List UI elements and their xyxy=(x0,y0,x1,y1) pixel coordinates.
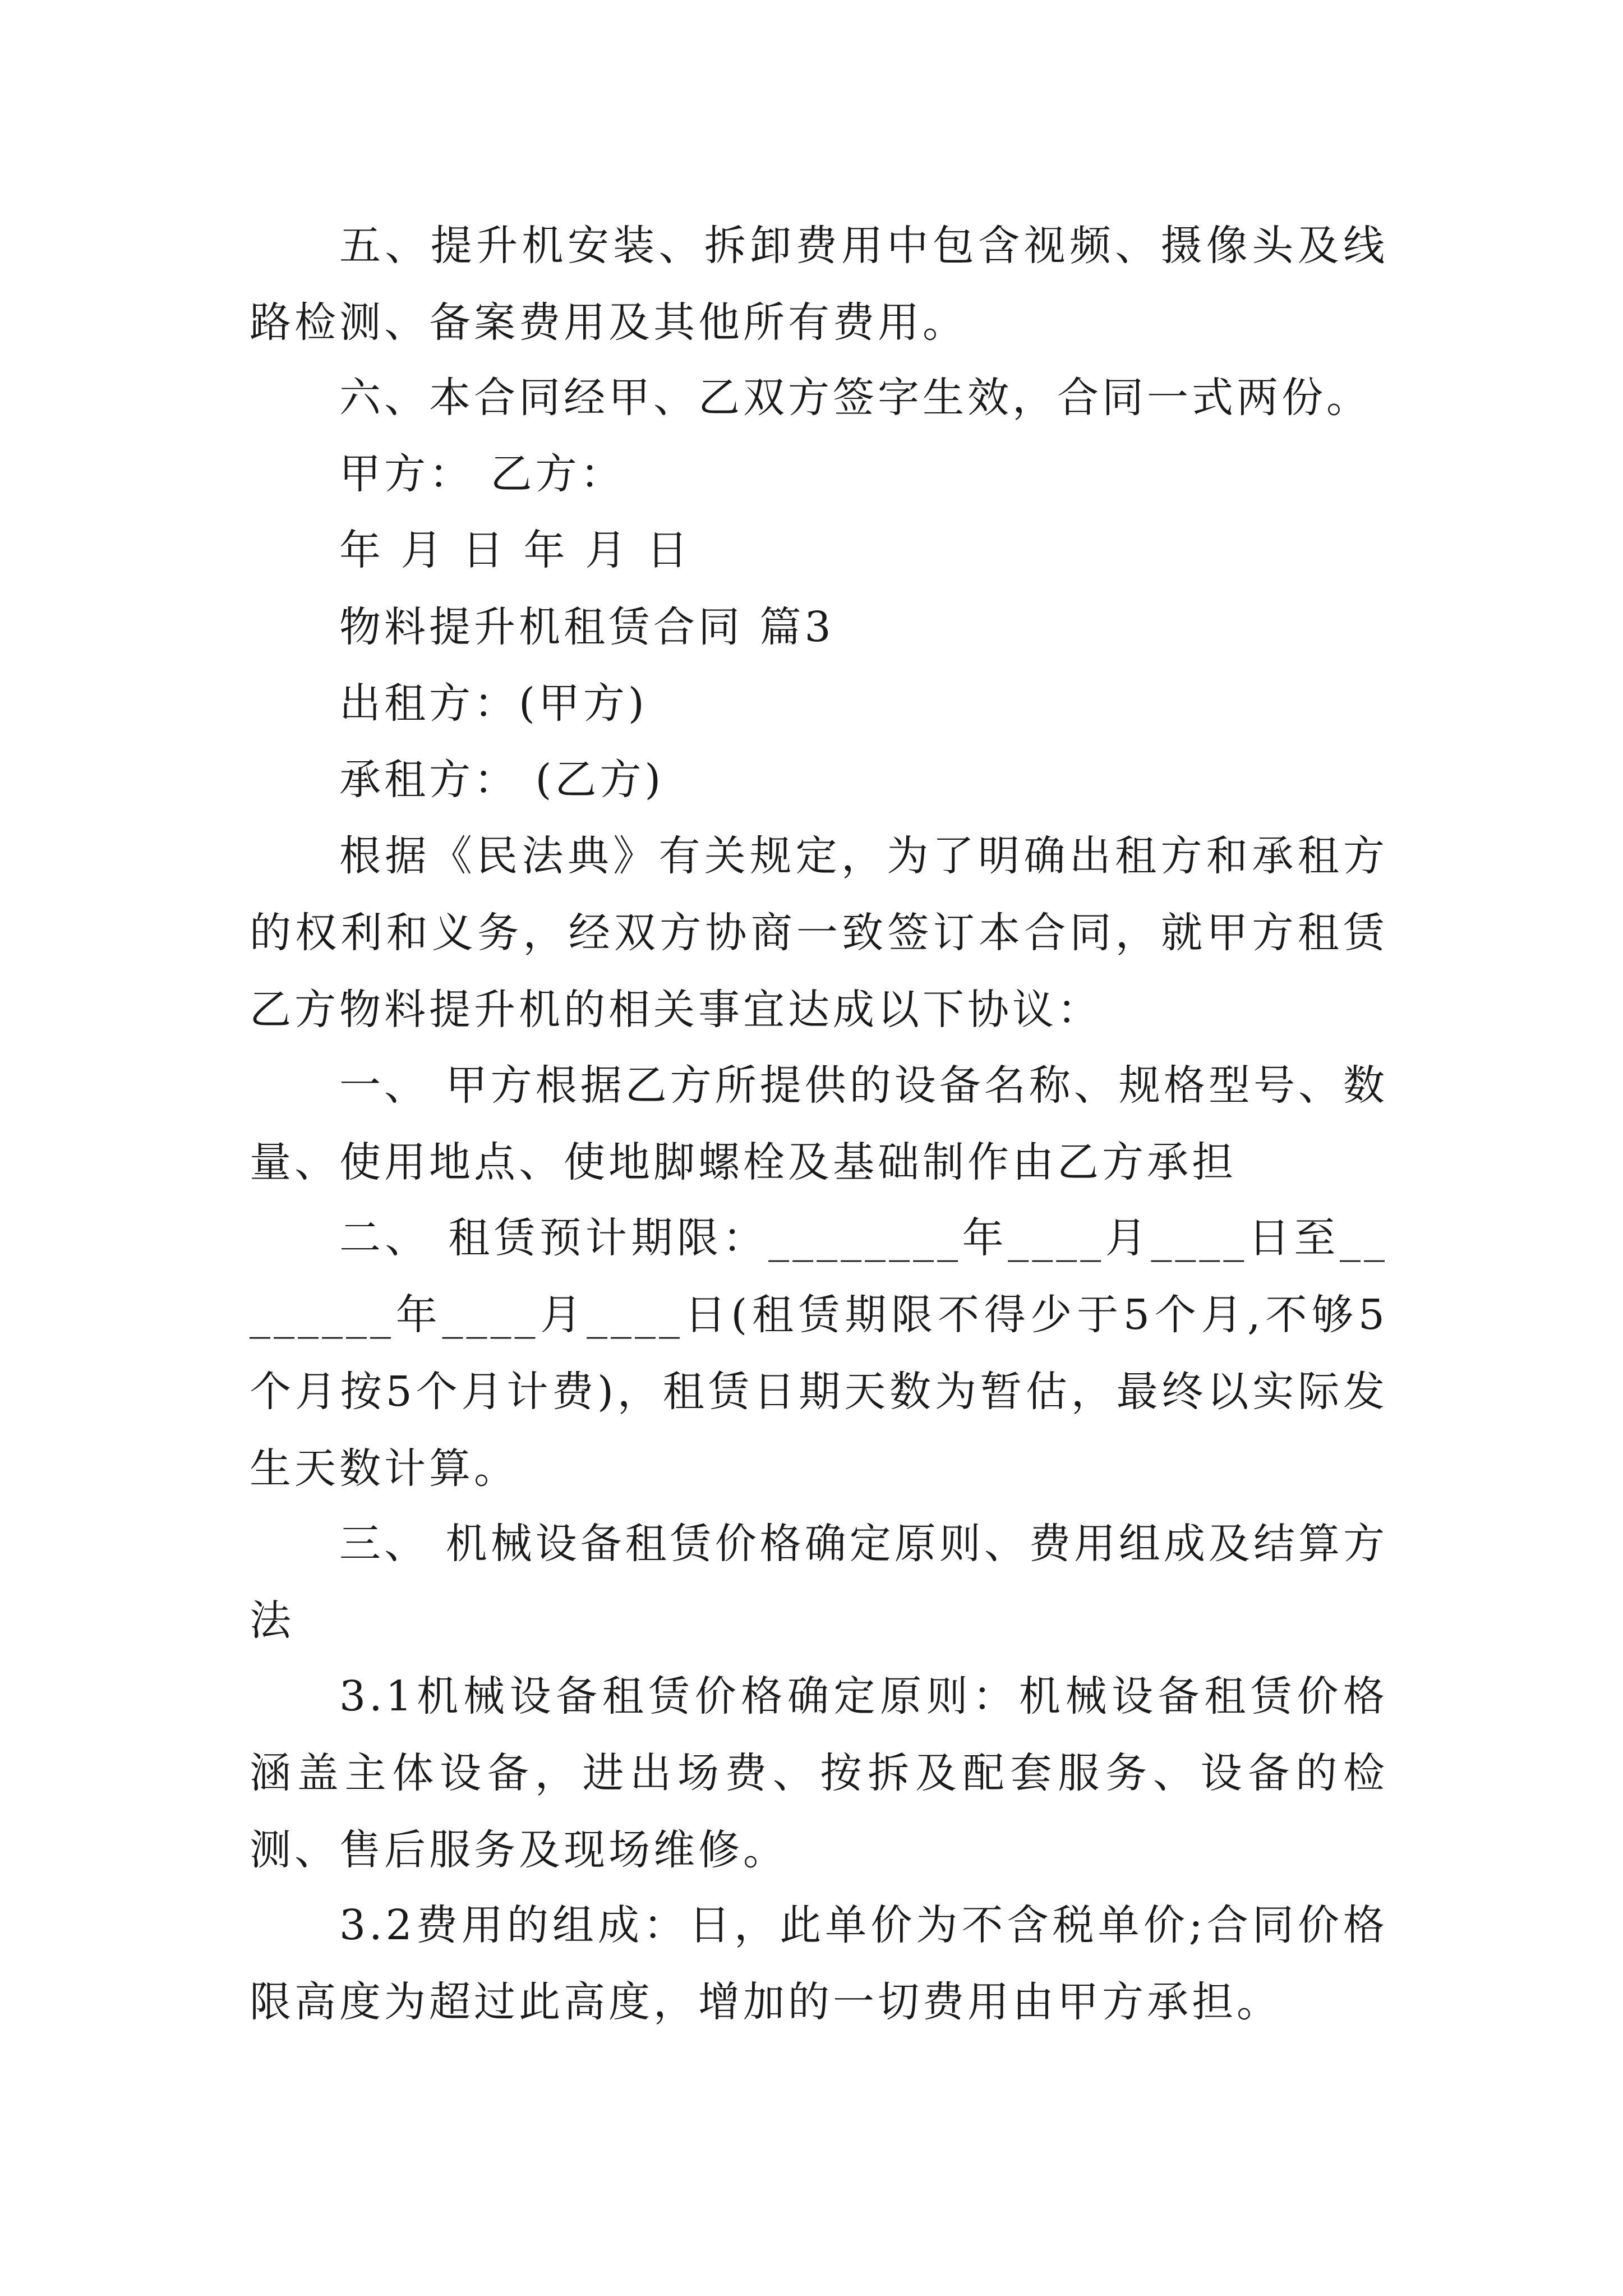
paragraph-clause-3-2: 3.2费用的组成：日，此单价为不含税单价;合同价格限高度为超过此高度，增加的一切费用由甲方承担。 xyxy=(250,1901,1388,2026)
paragraph-lessor: 出租方：(甲方) xyxy=(339,679,648,728)
paragraph-installation-fees: 五、提升机安装、拆卸费用中包含视频、摄像头及线路检测、备案费用及其他所有费用。 xyxy=(250,222,1388,347)
paragraph-clause-2: 二、 租赁预计期限：________年____月____日至________年____月____日(租赁期限不得少于5个月,不够5个月按5个月计费)，租赁日期天数为暂估，最终以实际发生天数计算。 xyxy=(250,1214,1388,1493)
paragraph-preamble: 根据《民法典》有关规定，为了明确出租方和承租方的权利和义务，经双方协商一致签订本合同，就甲方租赁乙方物料提升机的相关事宜达成以下协议： xyxy=(250,832,1388,1034)
paragraph-clause-3-1: 3.1机械设备租赁价格确定原则：机械设备租赁价格涵盖主体设备，进出场费、按拆及配套服务、设备的检测、售后服务及现场维修。 xyxy=(250,1672,1388,1874)
paragraph-clause-1: 一、 甲方根据乙方所提供的设备名称、规格型号、数量、使用地点、使地脚螺栓及基础制作由乙方承担 xyxy=(250,1061,1388,1186)
paragraph-signature-parties: 甲方： 乙方： xyxy=(339,450,625,498)
section-heading-part3: 物料提升机租赁合同 篇3 xyxy=(339,603,834,651)
paragraph-lessee: 承租方： (乙方) xyxy=(339,756,665,804)
paragraph-contract-effect: 六、本合同经甲、乙双方签字生效，合同一式两份。 xyxy=(339,374,1371,422)
paragraph-signature-dates: 年 月 日 年 月 日 xyxy=(339,526,691,574)
paragraph-clause-3: 三、 机械设备租赁价格确定原则、费用组成及结算方法 xyxy=(250,1520,1388,1645)
